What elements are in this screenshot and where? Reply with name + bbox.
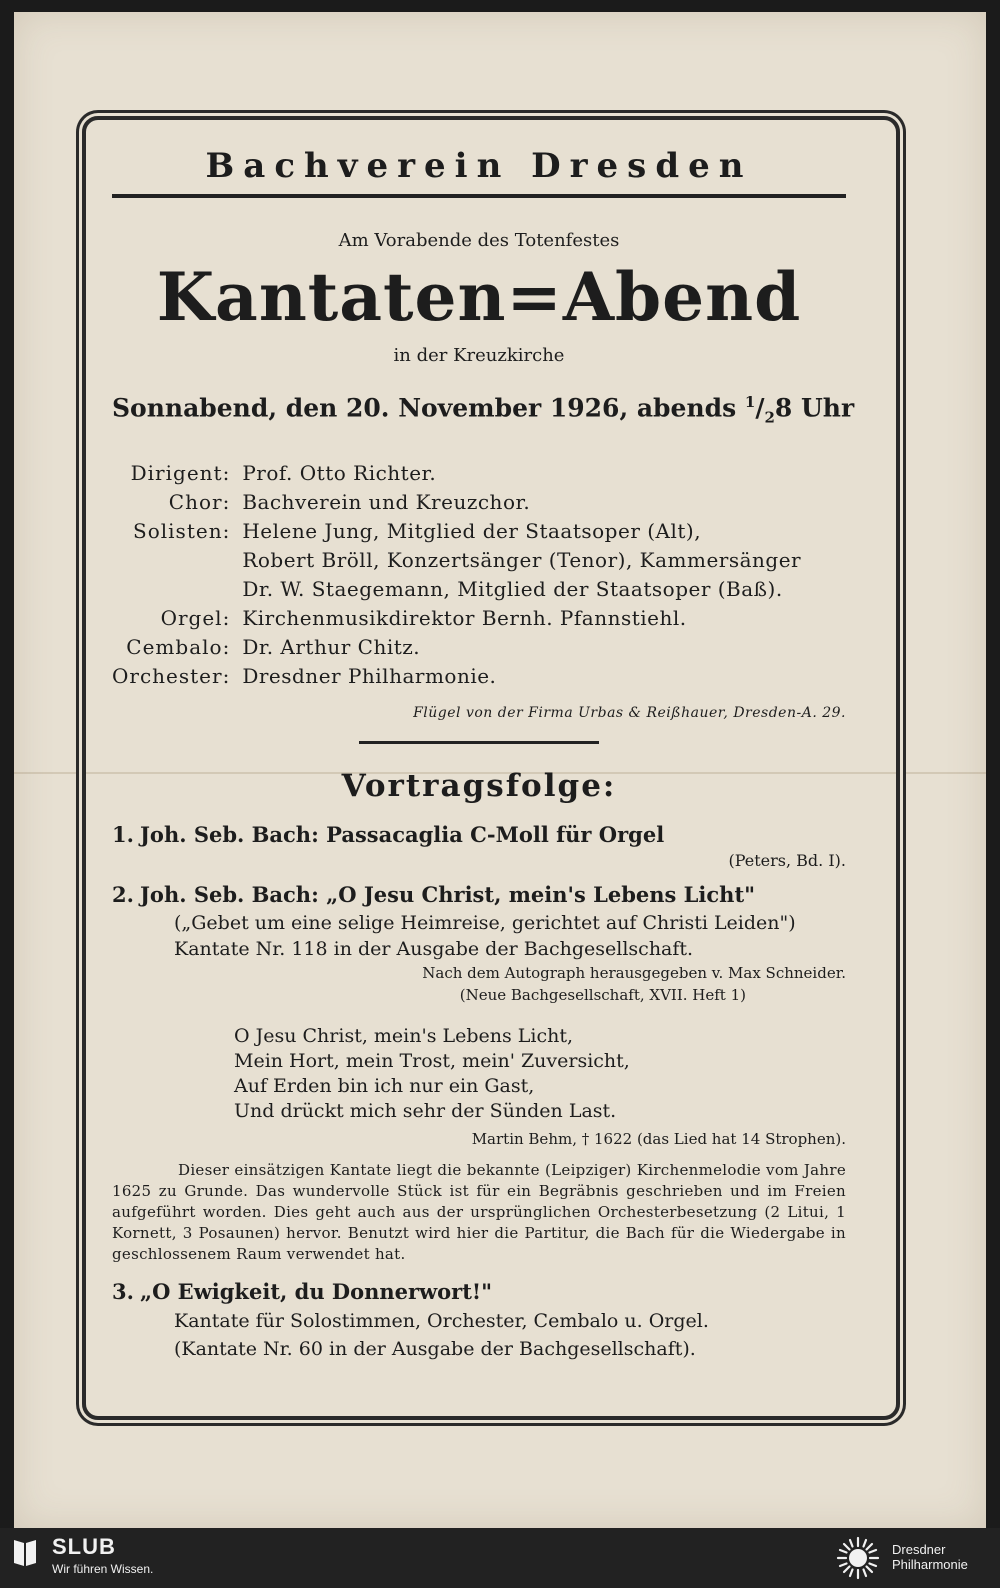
credit-value: Dresdner Philharmonie. [242, 664, 497, 689]
credit-row [112, 459, 846, 488]
program-heading: Vortragsfolge: [341, 768, 617, 805]
credit-row [112, 633, 846, 662]
item-number: 3. [112, 1279, 134, 1305]
item-details [174, 1307, 846, 1363]
item-cantata: Kantate Nr. 118 in der Ausgabe der Bachgesellschaft. [174, 938, 694, 961]
occasion-line: Am Vorabende des Totenfestes [338, 230, 620, 251]
program-item-1 [112, 820, 846, 872]
credit-label: Cembalo: [126, 635, 231, 660]
item-subtitle: („Gebet um eine selige Heimreise, gerichtet auf Christi Leiden") [174, 912, 796, 935]
society-name: Bachverein Dresden [205, 146, 753, 186]
program-note: Dieser einsätzigen Kantate liegt die bekannte (Leipziger) Kirchenmelodie vom Jahre 1625 zu Grunde. Das wundervolle Stück ist für ein Begräbnis geschrieben und im Freien aufgeführt worden. Dies geht auch aus der ursprünglichen Orchesterbesetzung (2 Litui, 1 Kornett, 3 Posaunen) hervor. Benutzt wird hier die Partitur, die Bach für die Wiedergabe in geschlossenem Raum verwendet hat. [112, 1161, 846, 1264]
program-item-2 [112, 880, 846, 1265]
item-line: (Kantate Nr. 60 in der Ausgabe der Bachgesellschaft). [174, 1338, 696, 1361]
item-details [174, 910, 846, 1006]
soloist-line: Dr. W. Staegemann, Mitglied der Staatsoper (Baß). [242, 577, 783, 602]
verse-line: Auf Erden bin ich nur ein Gast, [234, 1075, 535, 1098]
library-name[interactable]: SLUB [52, 1534, 116, 1559]
credit-label: Chor: [168, 490, 231, 515]
item-title [112, 1277, 846, 1307]
verse-line: Mein Hort, mein Trost, mein' Zuversicht, [234, 1050, 630, 1073]
credit-label: Dirigent: [130, 461, 231, 486]
performers-table [112, 459, 846, 691]
program-item-3 [112, 1277, 846, 1363]
partner-name-line: Philharmonie [892, 1557, 968, 1572]
program-content [112, 138, 855, 1363]
soloist-line: Robert Bröll, Konzertsänger (Tenor), Kammersänger [242, 548, 802, 573]
credit-value: Kirchenmusikdirektor Bernh. Pfannstiehl. [242, 606, 687, 631]
verse-line: O Jesu Christ, mein's Lebens Licht, [234, 1025, 574, 1048]
date-main: Sonnabend, den 20. November 1926, abends [112, 393, 745, 423]
viewer-footer [0, 1528, 1000, 1588]
soloist-line: Helene Jung, Mitglied der Staatsoper (Alt), [242, 519, 702, 544]
item-number: 1. [112, 822, 134, 848]
item-title [112, 880, 846, 910]
verse-attribution: Martin Behm, † 1622 (das Lied hat 14 Strophen). [471, 1130, 846, 1149]
credit-row [112, 488, 846, 517]
piano-credit: Flügel von der Firma Urbas & Reißhauer, Dresden-A. 29. [413, 705, 846, 722]
credit-value: Prof. Otto Richter. [242, 461, 437, 486]
event-title: Kantaten=Abend [156, 258, 802, 336]
library-tagline: Wir führen Wissen. [52, 1562, 154, 1576]
verse-line: Und drückt mich sehr der Sünden Last. [234, 1100, 617, 1123]
partner-name-line: Dresdner [892, 1542, 946, 1557]
scanned-page [14, 12, 986, 1528]
date-fraction-denominator: 2 [764, 408, 775, 427]
item-line: Kantate für Solostimmen, Orchester, Cembalo u. Orgel. [174, 1310, 709, 1333]
credit-row [112, 604, 846, 633]
hymn-verse [234, 1024, 846, 1124]
credit-value: Bachverein und Kreuzchor. [242, 490, 531, 515]
item-title-text: „O Ewigkeit, du Donnerwort!" [140, 1279, 493, 1305]
credit-value [242, 517, 846, 604]
credit-value: Dr. Arthur Chitz. [242, 635, 421, 660]
philharmonie-logo-icon [834, 1534, 882, 1582]
item-number: 2. [112, 882, 134, 908]
item-edition-series: (Neue Bachgesellschaft, XVII. Heft 1) [459, 986, 746, 1005]
credit-row [112, 517, 846, 604]
item-title-text: Joh. Seb. Bach: Passacaglia C-Moll für Orgel [140, 822, 665, 848]
section-rule [359, 741, 599, 744]
item-title-text: Joh. Seb. Bach: „O Jesu Christ, mein's Lebens Licht" [140, 882, 756, 908]
credit-label: Orgel: [160, 606, 231, 631]
date-hour: 8 Uhr [774, 393, 855, 423]
date-fraction-numerator: 1 [744, 393, 756, 411]
credit-label: Solisten: [133, 519, 231, 544]
header-rule [112, 194, 846, 198]
item-title [112, 820, 846, 850]
partner-name[interactable] [892, 1542, 968, 1572]
slub-logo-icon [12, 1536, 38, 1568]
credit-row [112, 662, 846, 691]
item-source: (Peters, Bd. I). [728, 851, 846, 871]
event-date: Sonnabend, den 20. November 1926, abends $^1/_28$ Uhr [112, 393, 855, 427]
venue-line: in der Kreuzkirche [393, 345, 565, 366]
item-edition: Nach dem Autograph herausgegeben v. Max Schneider. [422, 964, 846, 983]
credit-label: Orchester: [112, 664, 231, 689]
